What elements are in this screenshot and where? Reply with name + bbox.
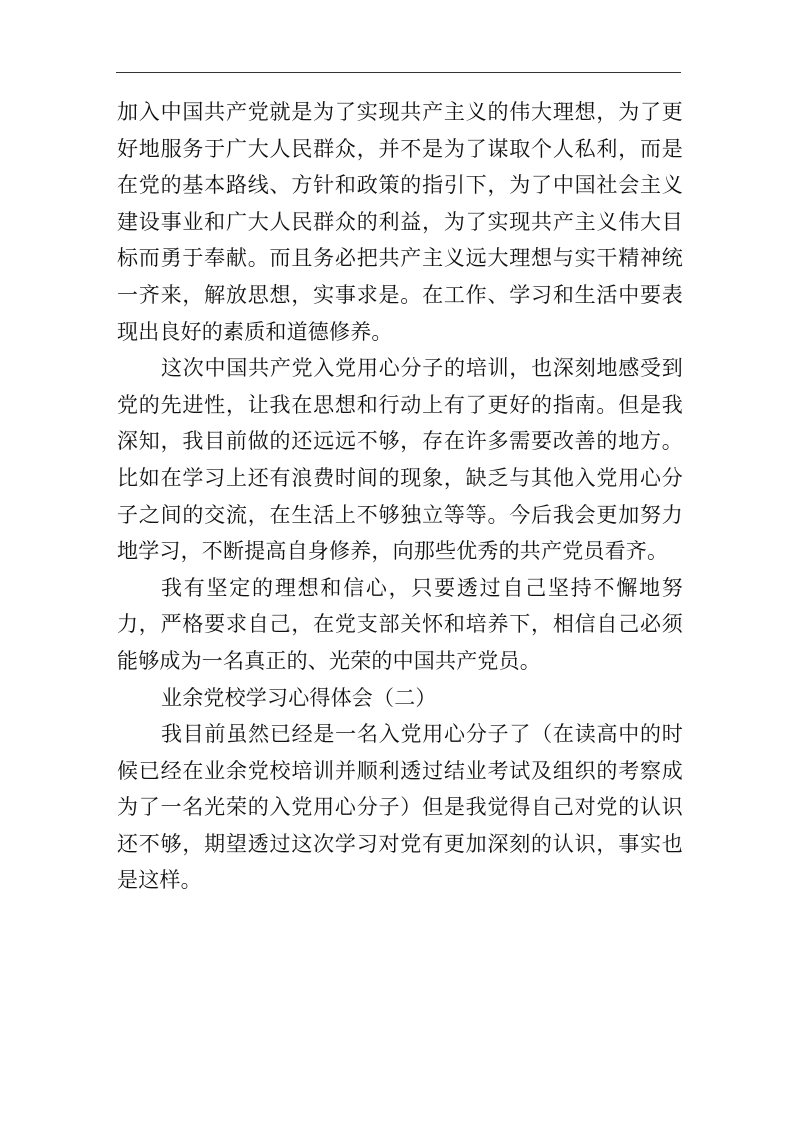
paragraph-resolution: 我有坚定的理想和信心，只要透过自己坚持不懈地努力，严格要求自己，在党支部关怀和培养下，相信自己必须能够成为一名真正的、光荣的中国共产党员。 bbox=[117, 575, 683, 673]
paragraph-training-reflection: 这次中国共产党入党用心分子的培训，也深刻地感受到党的先进性，让我在思想和行动上有了更好的指南。但是我深知，我目前做的还远远不够，存在许多需要改善的地方。比如在学习上还有浪费时间的现象，缺乏与其他入党用心分子之间的交流，在生活上不够独立等等。今后我会更加努力地学习，不断提高自身修养，向那些优秀的共产党员看齐。 bbox=[117, 356, 683, 564]
paragraph-continuation: 加入中国共产党就是为了实现共产主义的伟大理想，为了更好地服务于广大人民群众，并不是为了谋取个人私利，而是在党的基本路线、方针和政策的指引下，为了中国社会主义建设事业和广大人民群众的利益，为了实现共产主义伟大目标而勇于奉献。而且务必把共产主义远大理想与实干精神统一齐来，解放思想，实事求是。在工作、学习和生活中要表现出良好的素质和道德修养。 bbox=[117, 100, 683, 344]
paragraph-part-two: 我目前虽然已经是一名入党用心分子了（在读高中的时候已经在业余党校培训并顺利透过结业考试及组织的考察成为了一名光荣的入党用心分子）但是我觉得自己对党的认识还不够，期望透过这次学习对党有更加深刻的认识，事实也是这样。 bbox=[117, 722, 683, 893]
document-body bbox=[117, 94, 683, 899]
header-rule bbox=[116, 72, 681, 73]
section-heading: 业余党校学习心得体会（二） bbox=[161, 685, 437, 710]
